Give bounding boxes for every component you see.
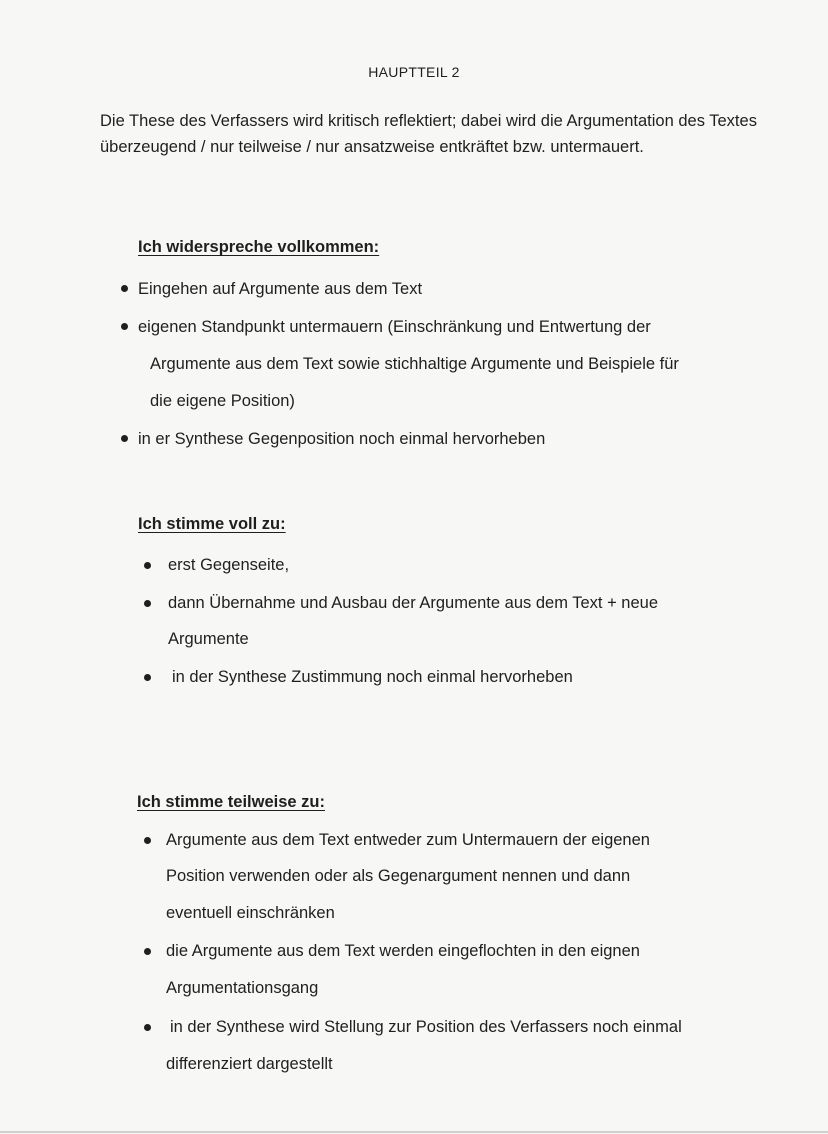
list-item-line: Position verwenden oder als Gegenargument nennen und dann: [166, 867, 631, 885]
page-title: HAUPTTEIL 2: [368, 64, 460, 80]
intro-paragraph: Die These des Verfassers wird kritisch reflektiert; dabei wird die Argumentation des Textes überzeugend / nur teilweise / nur ansatzweise entkräftet bzw. untermauert.: [100, 112, 757, 156]
list-item-line: die Argumente aus dem Text werden eingeflochten in den eignen: [166, 942, 640, 960]
list-item-line: in er Synthese Gegenposition noch einmal hervorheben: [138, 430, 546, 448]
list-item-line: Argumentationsgang: [166, 979, 319, 997]
list-item-line: eventuell einschränken: [166, 904, 335, 922]
list-item-line: in der Synthese Zustimmung noch einmal hervorheben: [172, 668, 573, 686]
list-item-line: Argumente aus dem Text entweder zum Untermauern der eigenen: [166, 831, 650, 849]
list-item-line: in der Synthese wird Stellung zur Position des Verfassers noch einmal: [170, 1018, 682, 1036]
list-item-line: die eigene Position): [150, 392, 295, 410]
section-heading-voll-zu: Ich stimme voll zu:: [138, 515, 286, 533]
list-item-line: Eingehen auf Argumente aus dem Text: [138, 280, 423, 298]
bullet-icon: [144, 674, 151, 681]
list-item-line: Argumente aus dem Text sowie stichhaltige Argumente und Beispiele für: [150, 355, 679, 373]
list-item-line: dann Übernahme und Ausbau der Argumente aus dem Text + neue: [168, 594, 658, 612]
bullet-icon: [121, 285, 128, 292]
list-item-line: differenziert dargestellt: [166, 1055, 333, 1073]
bullet-icon: [121, 435, 128, 442]
bullet-icon: [144, 562, 151, 569]
list-item-line: eigenen Standpunkt untermauern (Einschränkung und Entwertung der: [138, 318, 651, 336]
section-heading-widerspreche: Ich widerspreche vollkommen:: [138, 238, 380, 256]
bullet-icon: [121, 323, 128, 330]
bullet-icon: [144, 1024, 151, 1031]
list-item-line: Argumente: [168, 630, 249, 648]
list-item-line: erst Gegenseite,: [168, 556, 290, 574]
bullet-icon: [144, 600, 151, 607]
bullet-icon: [144, 948, 151, 955]
bullet-icon: [144, 837, 151, 844]
section-heading-teilweise: Ich stimme teilweise zu:: [137, 793, 325, 811]
page-edge-divider: [0, 1131, 828, 1133]
